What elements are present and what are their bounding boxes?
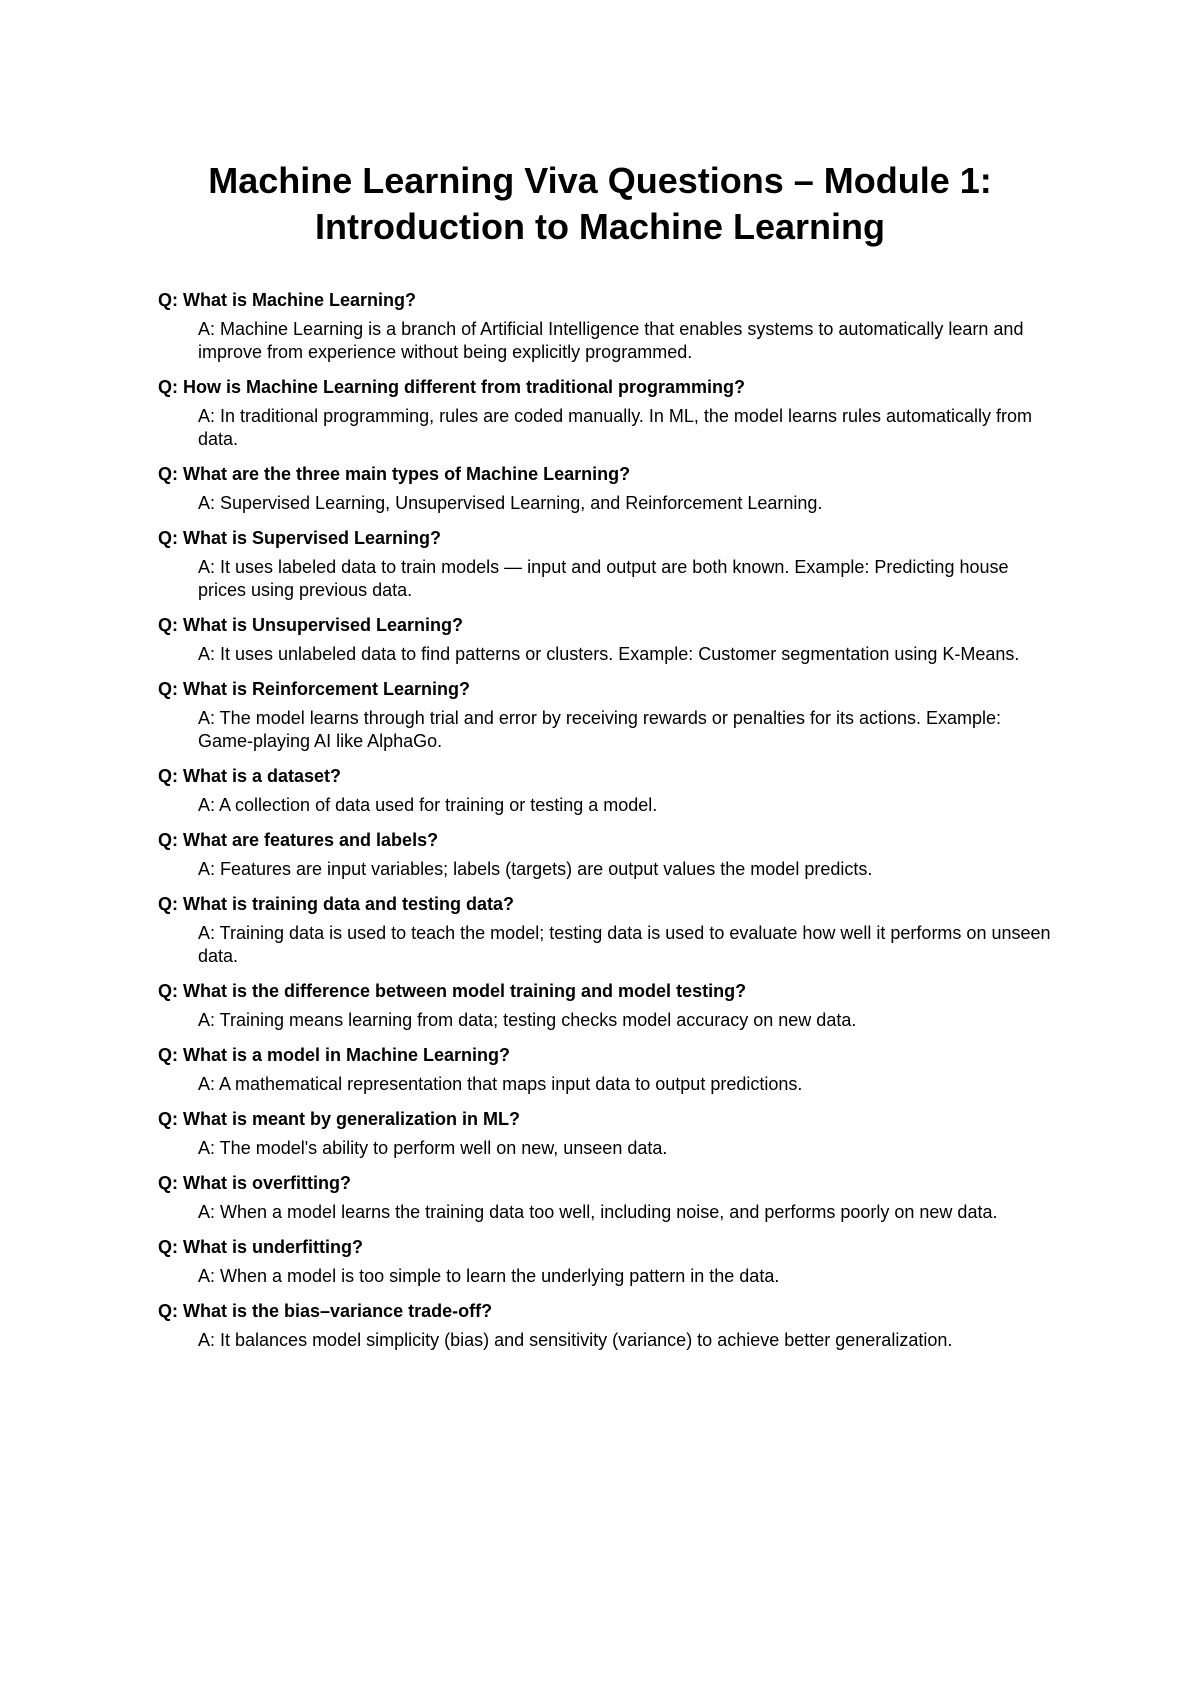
qa-item (158, 1299, 1058, 1352)
title-line-1: Machine Learning Viva Questions – Module 1: (208, 160, 992, 201)
qa-list (158, 288, 1058, 1363)
question-text: Q: What is Reinforcement Learning? (158, 679, 471, 699)
answer-text: A: It uses labeled data to train models — input and output are both known. Example: Predicting house prices using previous data. (198, 557, 1009, 600)
qa-item (158, 375, 1058, 451)
question-text: Q: What is a model in Machine Learning? (158, 1045, 511, 1065)
qa-item (158, 1235, 1058, 1288)
qa-item (158, 288, 1058, 364)
answer-text: A: A collection of data used for training or testing a model. (198, 795, 658, 815)
answer-text: A: Training means learning from data; testing checks model accuracy on new data. (198, 1010, 857, 1030)
page-title (0, 158, 1200, 250)
question-text: Q: What is the bias–variance trade-off? (158, 1301, 493, 1321)
qa-item (158, 828, 1058, 881)
question-text: Q: What is training data and testing data? (158, 894, 515, 914)
answer-text: A: When a model is too simple to learn the underlying pattern in the data. (198, 1266, 780, 1286)
question-text: Q: What are features and labels? (158, 830, 439, 850)
qa-item (158, 613, 1058, 666)
answer-text: A: The model's ability to perform well on new, unseen data. (198, 1138, 668, 1158)
answer-text: A: Supervised Learning, Unsupervised Learning, and Reinforcement Learning. (198, 493, 823, 513)
qa-item (158, 1043, 1058, 1096)
qa-item (158, 892, 1058, 968)
question-text: Q: What is Supervised Learning? (158, 528, 442, 548)
answer-text: A: The model learns through trial and error by receiving rewards or penalties for its actions. Example: Game-playing AI like AlphaGo. (198, 708, 1002, 751)
answer-text: A: It uses unlabeled data to find patterns or clusters. Example: Customer segmentation using K-Means. (198, 644, 1020, 664)
qa-item (158, 1107, 1058, 1160)
qa-item (158, 526, 1058, 602)
question-text: Q: What is Unsupervised Learning? (158, 615, 464, 635)
question-text: Q: What are the three main types of Machine Learning? (158, 464, 631, 484)
question-text: Q: How is Machine Learning different from traditional programming? (158, 377, 746, 397)
qa-item (158, 979, 1058, 1032)
answer-text: A: It balances model simplicity (bias) and sensitivity (variance) to achieve better generalization. (198, 1330, 953, 1350)
answer-text: A: In traditional programming, rules are coded manually. In ML, the model learns rules automatically from data. (198, 406, 1033, 449)
answer-text: A: Machine Learning is a branch of Artificial Intelligence that enables systems to automatically learn and improve from experience without being explicitly programmed. (198, 319, 1024, 362)
question-text: Q: What is Machine Learning? (158, 290, 417, 310)
question-text: Q: What is the difference between model training and model testing? (158, 981, 747, 1001)
answer-text: A: Training data is used to teach the model; testing data is used to evaluate how well it performs on unseen data. (198, 923, 1051, 966)
question-text: Q: What is meant by generalization in ML? (158, 1109, 521, 1129)
question-text: Q: What is a dataset? (158, 766, 342, 786)
answer-text: A: When a model learns the training data too well, including noise, and performs poorly on new data. (198, 1202, 998, 1222)
answer-text: A: Features are input variables; labels (targets) are output values the model predicts. (198, 859, 873, 879)
qa-item (158, 1171, 1058, 1224)
qa-item (158, 677, 1058, 753)
title-line-2: Introduction to Machine Learning (315, 206, 885, 247)
qa-item (158, 462, 1058, 515)
qa-item (158, 764, 1058, 817)
question-text: Q: What is overfitting? (158, 1173, 351, 1193)
question-text: Q: What is underfitting? (158, 1237, 363, 1257)
answer-text: A: A mathematical representation that maps input data to output predictions. (198, 1074, 803, 1094)
